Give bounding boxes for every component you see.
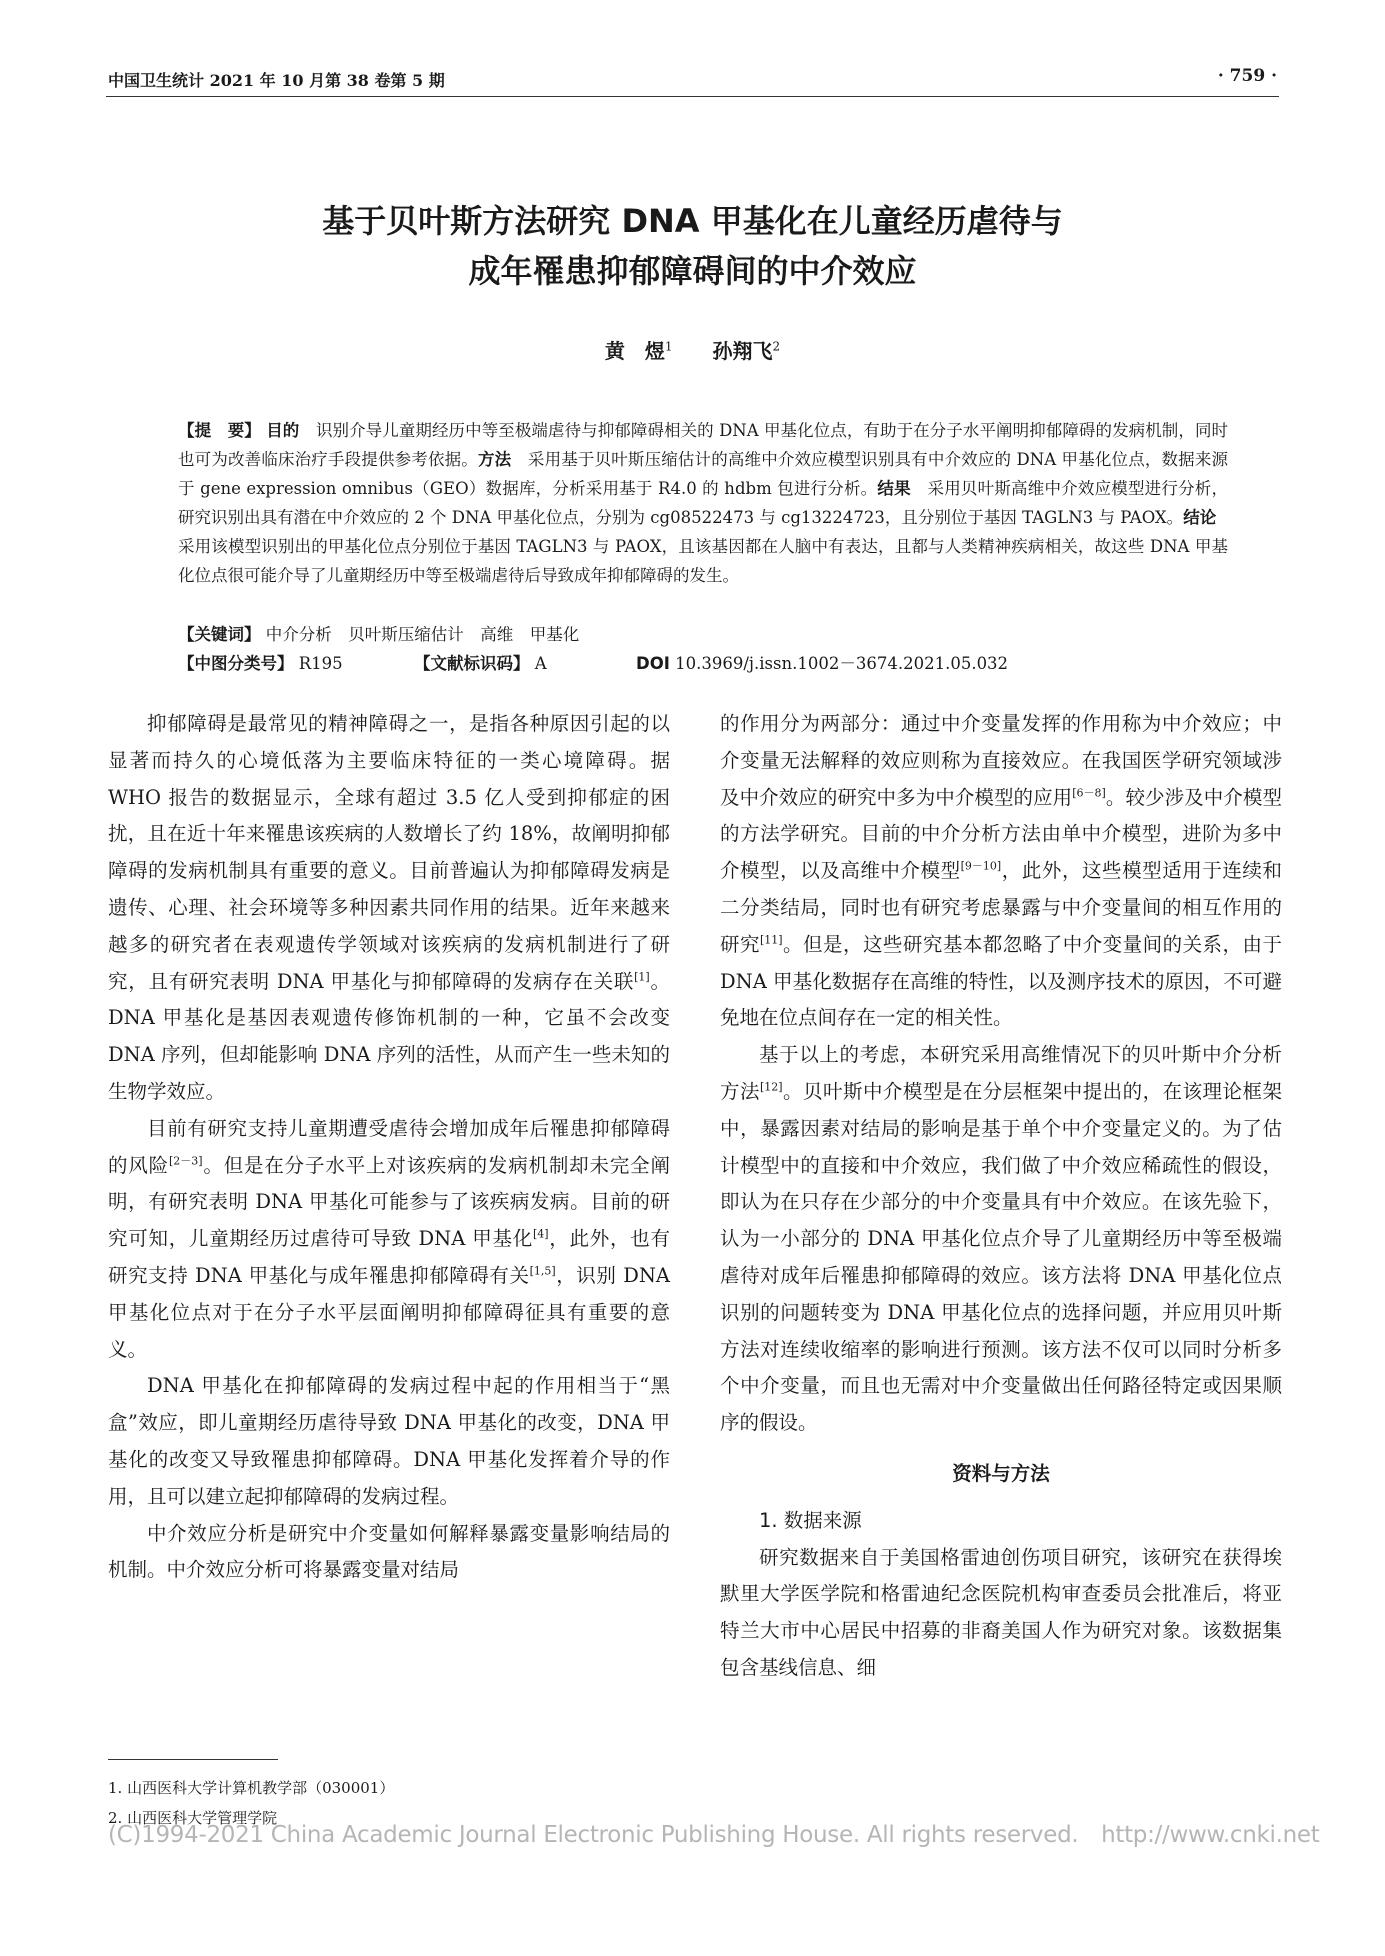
paragraph [720,706,1282,1037]
body-column-left [108,706,670,1589]
footnote-1: 1. 山西医科大学计算机教学部（030001） [108,1779,395,1797]
author-name: 黄 煜 [604,339,665,363]
text: 基于以上的考虑，本研究采用高维情况下的贝叶斯中介分析方法 [720,1043,1282,1103]
page-number: · 759 · [1217,66,1277,86]
citation[interactable]: [9－10] [960,859,1002,873]
doi-label: DOI [636,654,670,673]
author-list [0,335,1385,364]
title-line-1: 基于贝叶斯方法研究 DNA 甲基化在儿童经历虐待与 [322,202,1063,240]
paragraph [108,706,670,1111]
journal-issue: 中国卫生统计 2021 年 10 月第 38 卷第 5 期 [108,71,445,90]
paragraph [108,1111,670,1369]
abstract-objective-label: 目的 [266,421,300,440]
abstract-conclusion: 采用该模型识别出的甲基化位点分别位于基因 TAGLN3 与 PAOX，且该基因都在人脑中有表达，且都与人类精神疾病相关，故这些 DNA 甲基化位点很可能介导了儿童期经历中等至极端虐待后导致成年抑郁障碍的发生。 [178,508,1233,585]
subsection-heading: 1. 数据来源 [759,1508,862,1532]
header-rule [106,96,1279,97]
citation[interactable]: [4] [532,1227,549,1241]
copyright-watermark: (C)1994-2021 China Academic Journal Electronic Publishing House. All rights reserved. http://www.cnki.net [108,1822,1320,1848]
paragraph [720,1037,1282,1442]
abstract-conclusion-label: 结论 [1183,508,1217,527]
citation[interactable]: [6－8] [1072,786,1106,800]
paper-title [0,196,1385,296]
text: ，识别 DNA 甲基化位点对于在分子水平层面阐明抑郁障碍征具有重要的意义。 [108,1263,670,1361]
text: 。DNA 甲基化是基因表观遗传修饰机制的一种，它虽不会改变 DNA 序列，但却能影响 DNA 序列的活性，从而产生一些未知的生物学效应。 [108,969,670,1103]
text: 的作用分为两部分：通过中介变量发挥的作用称为中介效应；中介变量无法解释的效应则称为直接效应。在我国医学研究领域涉及中介效应的研究中多为中介模型的应用 [720,712,1282,809]
doc-code: A [534,654,547,673]
citation[interactable]: [12] [759,1080,783,1094]
running-head [108,64,1277,94]
classification-line [178,649,1008,678]
abstract-methods: 采用基于贝叶斯压缩估计的高维中介效应模型识别具有中介效应的 DNA 甲基化位点，数据来源于 gene expression omnibus（GEO）数据库，分析采用基于 R4.0 的 hdbm 包进行分析。 [178,450,1229,498]
footnote-2: 2. 山西医科大学管理学院 [108,1809,278,1827]
author-name: 孙翔飞 [712,339,773,363]
doc-code-label: 【文献标识码】 [414,654,530,673]
author-affiliation: 1 [664,339,673,354]
keywords-label: 【关键词】 [178,625,261,644]
text: 。较少涉及中介模型的方法学研究。目前的中介分析方法由单中介模型，进阶为多中介模型，以及高维中介模型 [720,785,1282,883]
abstract-objective: 识别介导儿童期经历中等至极端虐待与抑郁障碍相关的 DNA 甲基化位点，有助于在分子水平阐明抑郁障碍的发病机制，同时也可为改善临床治疗手段提供参考依据。 [178,421,1229,469]
text: 。但是在分子水平上对该疾病的发病机制却未完全阐明，有研究表明 DNA 甲基化可能参与了该疾病发病。目前的研究可知，儿童期经历过虐待可导致 DNA 甲基化 [108,1153,670,1251]
body-column-right [720,706,1282,1687]
text: ，此外，也有研究支持 DNA 甲基化与成年罹患抑郁障碍有关 [108,1227,670,1287]
abstract-methods-label: 方法 [477,450,512,469]
abstract [178,416,1233,590]
citation[interactable]: [2－3] [168,1154,203,1168]
clc-code: R195 [298,654,343,673]
author-affiliation: 2 [772,339,781,354]
keywords: 中介分析 贝叶斯压缩估计 高维 甲基化 [265,625,580,644]
title-line-2: 成年罹患抑郁障碍间的中介效应 [468,252,917,290]
text: 。贝叶斯中介模型是在分层框架中提出的，在该理论框架中，暴露因素对结局的影响是基于单个中介变量定义的。为了估计模型中的直接和中介效应，我们做了中介效应稀疏性的假设，即认为在只存在少部分的中介变量具有中介效应。在该先验下，认为一小部分的 DNA 甲基化位点介导了儿童期经历中等至极端虐待对成年后罹患抑郁障碍的效应。该方法将 DNA 甲基化位点识别的问题转变为 DNA 甲基化位点的选择问题，并应用贝叶斯方法对连续收缩率的影响进行预测。该方法不仅可以同时分析多个中介变量，而且也无需对中介变量做出任何路径特定或因果顺序的假设。 [720,1079,1282,1435]
text: 目前有研究支持儿童期遭受虐待会增加成年后罹患抑郁障碍的风险 [108,1116,670,1177]
abstract-results: 采用贝叶斯高维中介效应模型进行分析，研究识别出具有潜在中介效应的 2 个 DNA 甲基化位点，分别为 cg08522473 与 cg13224723，且分别位于基因 TAGLN3 与 PAOX。 [178,479,1229,527]
citation[interactable]: [11] [759,933,783,947]
text: 。但是，这些研究基本都忽略了中介变量间的关系，由于 DNA 甲基化数据存在高维的特性，以及测序技术的原因，不可避免地在位点间存在一定的相关性。 [720,932,1282,1030]
text: ，此外，这些模型适用于连续和二分类结局，同时也有研究考虑暴露与中介变量间的相互作用的研究 [720,859,1282,956]
section-heading: 资料与方法 [952,1461,1050,1485]
doi: 10.3969/j.issn.1002－3674.2021.05.032 [675,654,1009,673]
text: 抑郁障碍是最常见的精神障碍之一，是指各种原因引起的以显著而持久的心境低落为主要临床特征的一类心境障碍。据 WHO 报告的数据显示，全球有超过 3.5 亿人受到抑郁症的困扰，且在近十年来罹患该疾病的人数增长了约 18%，故阐明抑郁障碍的发病机制具有重要的意义。目前普遍认为抑郁障碍发病是遗传、心理、社会环境等多种因素共同作用的结果。近年来越来越多的研究者在表观遗传学领域对该疾病的发病机制进行了研究，且有研究表明 DNA 甲基化与抑郁障碍的发病存在关联 [108,712,670,993]
abstract-label: 【提 要】 [178,421,261,440]
footnote-rule [108,1759,278,1760]
paragraph: 研究数据来自于美国格雷迪创伤项目研究，该研究在获得埃默里大学医学院和格雷迪纪念医院机构审查委员会批准后，将亚特兰大市中心居民中招募的非裔美国人作为研究对象。该数据集包含基线信息、细 [720,1545,1282,1679]
paragraph: DNA 甲基化在抑郁障碍的发病过程中起的作用相当于“黑盒”效应，即儿童期经历虐待导致 DNA 甲基化的改变，DNA 甲基化的改变又导致罹患抑郁障碍。DNA 甲基化发挥着介导的作用，且可以建立起抑郁障碍的发病过程。 [108,1374,670,1508]
keywords-line [178,620,579,649]
citation[interactable]: [1] [634,970,650,984]
paragraph: 中介效应分析是研究中介变量如何解释暴露变量影响结局的机制。中介效应分析可将暴露变量对结局 [108,1521,670,1582]
citation[interactable]: [1,5] [529,1264,556,1278]
abstract-results-label: 结果 [877,479,911,498]
clc-label: 【中图分类号】 [178,654,294,673]
